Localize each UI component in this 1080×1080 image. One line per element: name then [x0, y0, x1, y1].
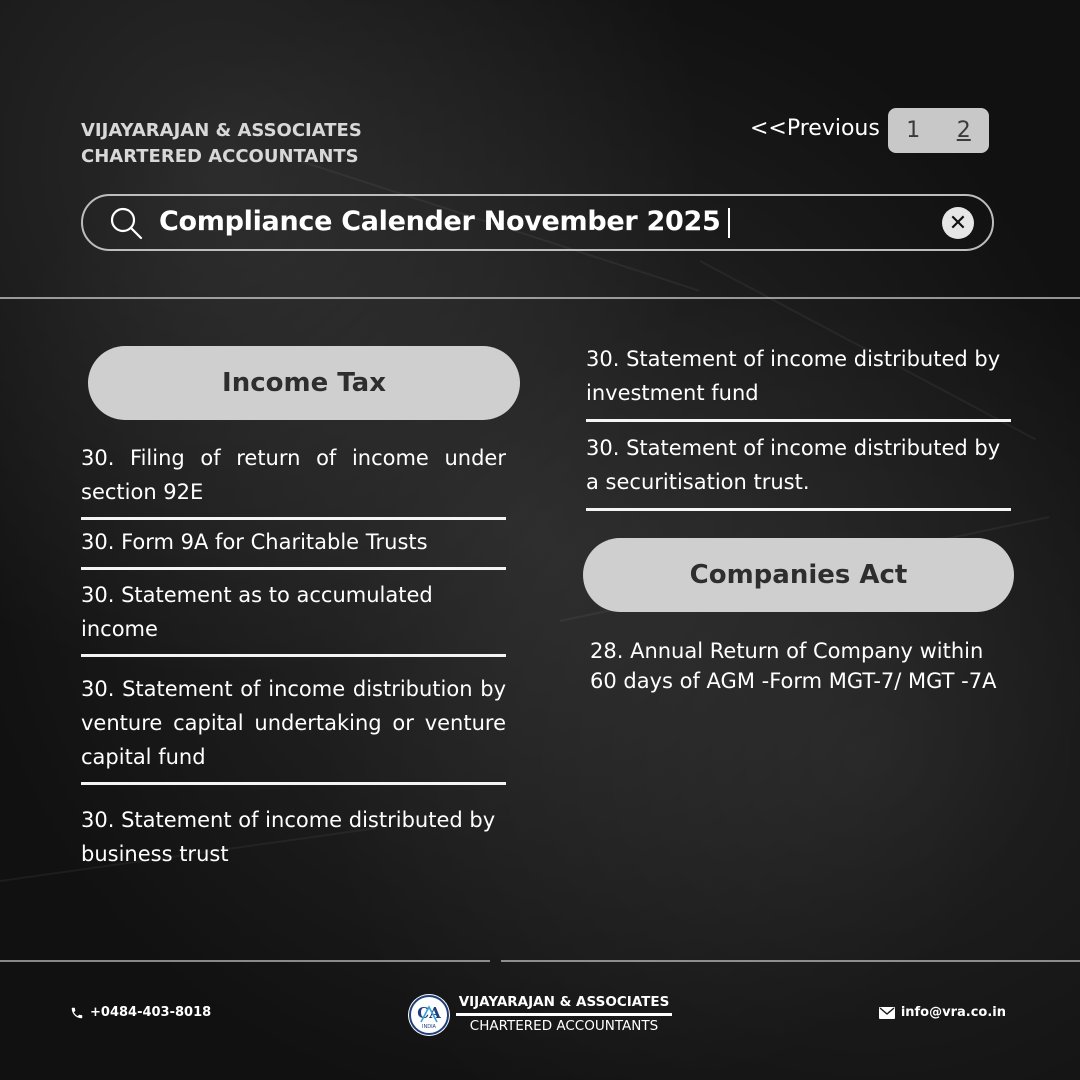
phone-number: +0484-403-8018 — [90, 1005, 212, 1020]
search-icon — [109, 206, 143, 240]
section-title-income-tax: Income Tax — [88, 346, 520, 420]
item-divider — [81, 567, 506, 570]
footer-firm-type: CHARTERED ACCOUNTANTS — [469, 1018, 659, 1034]
header-firm — [81, 118, 362, 170]
footer-email[interactable] — [879, 1005, 1006, 1020]
text-caret — [728, 208, 730, 238]
logo-subtext: INDIA — [422, 1024, 436, 1030]
footer-firm — [456, 994, 672, 1034]
email-address: info@vra.co.in — [900, 1005, 1006, 1020]
item-divider — [81, 782, 506, 785]
footer-phone[interactable] — [70, 1005, 211, 1020]
page-1-button[interactable]: 1 — [906, 118, 921, 143]
item-divider — [81, 654, 506, 657]
phone-icon — [70, 1006, 84, 1020]
header-divider — [0, 297, 1080, 299]
logo-text: CA — [417, 1004, 441, 1022]
search-input[interactable] — [159, 206, 730, 238]
header-firm-name: VIJAYARAJAN & ASSOCIATES — [81, 120, 362, 141]
search-bar[interactable] — [81, 194, 994, 251]
footer-divider-right — [501, 960, 1080, 962]
list-item: 30. Filing of return of income under section 92E — [81, 446, 506, 504]
item-divider — [81, 517, 506, 520]
section-title-companies-act: Companies Act — [583, 538, 1014, 612]
list-item: 30. Statement of income distributed by a securitisation trust. — [586, 436, 1001, 494]
close-icon[interactable]: ✕ — [942, 207, 974, 239]
ca-india-logo-icon — [409, 995, 449, 1035]
footer-divider-left — [0, 960, 490, 962]
previous-link[interactable]: <<Previous — [750, 116, 880, 141]
list-item: 30. Form 9A for Charitable Trusts — [81, 530, 428, 554]
list-item: 30. Statement of income distribution by venture capital undertaking or venture capital fund — [81, 677, 506, 769]
list-item: 30. Statement of income distributed by investment fund — [586, 347, 1001, 405]
search-query: Compliance Calender November 2025 — [159, 206, 721, 237]
page-2-button[interactable]: 2 — [956, 118, 971, 143]
mail-icon — [879, 1007, 895, 1019]
pagination — [888, 108, 989, 153]
list-item: 30. Statement of income distributed by business trust — [81, 808, 496, 866]
ca-logo — [408, 994, 450, 1036]
header-firm-type: CHARTERED ACCOUNTANTS — [81, 146, 359, 167]
list-item: 28. Annual Return of Company within 60 days of AGM -Form MGT-7/ MGT -7A — [590, 639, 997, 693]
footer-firm-name: VIJAYARAJAN & ASSOCIATES — [456, 994, 672, 1016]
list-item: 30. Statement as to accumulated income — [81, 583, 433, 641]
item-divider — [586, 508, 1011, 511]
item-divider — [586, 419, 1011, 422]
